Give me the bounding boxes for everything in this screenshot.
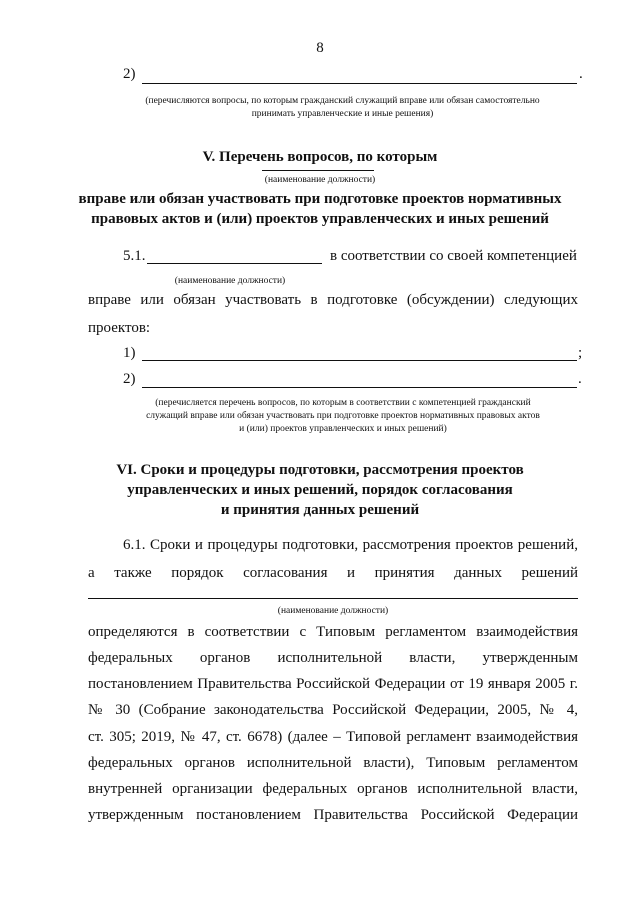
fill-in-line xyxy=(142,83,577,84)
body-line: ст. 305; 2019, № 47, ст. 6678) (далее – Типовой регламент взаимодействия xyxy=(88,729,578,745)
position-caption: (наименование должности) xyxy=(264,175,376,185)
section-heading: VI. Сроки и процедуры подготовки, рассмотрения проектов xyxy=(116,462,524,478)
note-line: принимать управленческие и иные решения) xyxy=(251,109,434,119)
body-line: утвержденным постановлением Правительства Российской Федерации xyxy=(88,807,578,823)
paragraph-text: в соответствии со своей компетенцией xyxy=(330,248,577,264)
position-caption: (наименование должности) xyxy=(277,606,389,616)
section-heading: и принятия данных решений xyxy=(220,502,420,518)
fill-in-line xyxy=(262,170,374,171)
list-item-label: 1) xyxy=(123,345,136,361)
section-heading: правовых актов и (или) проектов управленческих и иных решений xyxy=(91,211,549,227)
fill-in-line xyxy=(88,598,578,599)
fill-in-line xyxy=(147,263,322,264)
list-item-end: . xyxy=(579,66,583,82)
body-line: федеральных органов исполнительной власти, утвержденным xyxy=(88,650,578,666)
paragraph-text: вправе или обязан участвовать в подготовке (обсуждении) следующих xyxy=(88,292,578,308)
list-item-end: ; xyxy=(578,345,583,361)
body-line: № 30 (Собрание законодательства Российской Федерации, 2005, № 4, xyxy=(88,702,578,718)
page-number: 8 xyxy=(316,40,324,56)
section-heading: вправе или обязан участвовать при подготовке проектов нормативных xyxy=(78,191,562,207)
body-line: федеральных органов исполнительной власти), Типовым регламентом xyxy=(88,755,578,771)
note-line: (перечисляются вопросы, по которым гражданский служащий вправе или обязан самостоятельно xyxy=(145,96,540,106)
note-line: и (или) проектов управленческих и иных решений) xyxy=(239,424,447,434)
fill-in-line xyxy=(142,387,577,388)
section-heading: управленческих и иных решений, порядок согласования xyxy=(127,482,513,498)
note-line: (перечисляется перечень вопросов, по которым в соответствии с компетенцией гражданский xyxy=(155,398,531,408)
note-line: служащий вправе или обязан участвовать при подготовке проектов нормативных правовых актов xyxy=(146,411,540,421)
paragraph-number: 5.1. xyxy=(123,248,146,264)
list-item-label: 2) xyxy=(123,371,136,387)
paragraph-text: проектов: xyxy=(88,320,151,336)
body-line: внутренней организации федеральных органов исполнительной власти, xyxy=(88,781,578,797)
body-line: постановлением Правительства Российской Федерации от 19 января 2005 г. xyxy=(88,676,578,692)
list-item-end: . xyxy=(578,371,582,387)
fill-in-line xyxy=(142,360,577,361)
position-caption: (наименование должности) xyxy=(174,276,286,286)
section-heading: V. Перечень вопросов, по которым xyxy=(202,149,438,165)
body-line: определяются в соответствии с Типовым регламентом взаимодействия xyxy=(88,624,578,640)
list-item-label: 2) xyxy=(123,66,136,82)
paragraph-text: 6.1. Сроки и процедуры подготовки, рассмотрения проектов решений, xyxy=(123,537,578,553)
paragraph-text: а также порядок согласования и принятия данных решений xyxy=(88,565,578,581)
